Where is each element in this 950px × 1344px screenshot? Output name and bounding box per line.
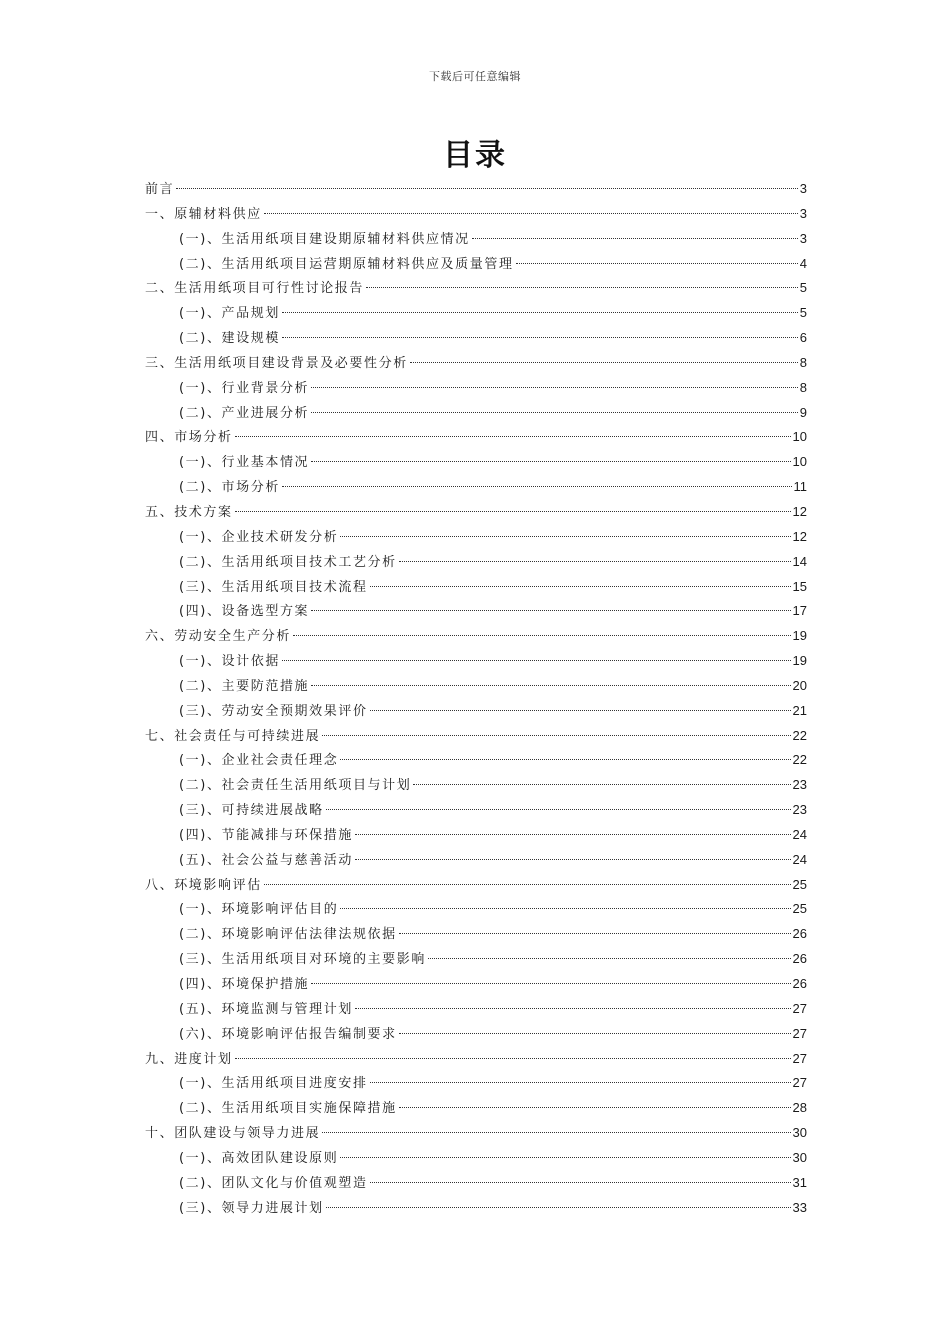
toc-entry[interactable] bbox=[145, 1022, 807, 1047]
toc-entry-page-number: 26 bbox=[792, 951, 807, 967]
toc-entry-page-number: 23 bbox=[792, 802, 807, 818]
toc-entry-label: (二)、产业进展分析 bbox=[179, 405, 310, 421]
toc-entry[interactable] bbox=[145, 252, 807, 277]
toc-entry[interactable] bbox=[145, 748, 807, 773]
toc-entry-label: (三)、生活用纸项目对环境的主要影响 bbox=[179, 952, 426, 968]
toc-entry-label: (一)、环境影响评估目的 bbox=[179, 902, 339, 918]
toc-entry-label: 一、原辅材料供应 bbox=[145, 206, 262, 222]
toc-entry-page-number: 8 bbox=[799, 379, 807, 395]
page-header-note: 下载后可任意编辑 bbox=[429, 70, 521, 83]
toc-entry-page-number: 33 bbox=[792, 1199, 807, 1215]
toc-entry-page-number: 6 bbox=[799, 330, 807, 346]
toc-dot-leader bbox=[366, 287, 798, 288]
toc-entry-page-number: 22 bbox=[792, 752, 807, 768]
toc-entry-page-number: 21 bbox=[792, 702, 807, 718]
toc-dot-leader bbox=[472, 238, 798, 239]
toc-entry-label: 十、团队建设与领导力进展 bbox=[145, 1126, 321, 1142]
toc-dot-leader bbox=[176, 188, 798, 189]
toc-entry-label: (一)、产品规划 bbox=[179, 306, 280, 322]
toc-entry-label: (六)、环境影响评估报告编制要求 bbox=[179, 1026, 397, 1042]
toc-entry-page-number: 19 bbox=[792, 653, 807, 669]
toc-entry-page-number: 26 bbox=[792, 926, 807, 942]
toc-entry[interactable] bbox=[145, 1196, 807, 1221]
toc-entry-page-number: 12 bbox=[792, 528, 807, 544]
toc-dot-leader bbox=[340, 759, 790, 760]
toc-entry-page-number: 5 bbox=[799, 305, 807, 321]
toc-entry[interactable] bbox=[145, 773, 807, 798]
toc-entry-label: (一)、生活用纸项目进度安排 bbox=[179, 1076, 368, 1092]
toc-entry[interactable] bbox=[145, 922, 807, 947]
toc-entry-label: (二)、市场分析 bbox=[179, 480, 280, 496]
toc-entry[interactable] bbox=[145, 376, 807, 401]
toc-entry[interactable] bbox=[145, 425, 807, 450]
toc-entry[interactable] bbox=[145, 699, 807, 724]
toc-entry-label: (三)、领导力进展计划 bbox=[179, 1200, 324, 1216]
toc-entry-label: (一)、行业基本情况 bbox=[179, 455, 310, 471]
toc-entry-page-number: 27 bbox=[792, 1075, 807, 1091]
toc-dot-leader bbox=[282, 660, 791, 661]
toc-entry-page-number: 10 bbox=[792, 454, 807, 470]
toc-entry-label: (三)、劳动安全预期效果评价 bbox=[179, 703, 368, 719]
toc-dot-leader bbox=[311, 461, 790, 462]
toc-entry-label: (二)、生活用纸项目技术工艺分析 bbox=[179, 554, 397, 570]
toc-entry[interactable] bbox=[145, 276, 807, 301]
toc-entry[interactable] bbox=[145, 897, 807, 922]
toc-entry-page-number: 25 bbox=[792, 876, 807, 892]
toc-entry-label: (一)、生活用纸项目建设期原辅材料供应情况 bbox=[179, 231, 470, 247]
toc-dot-leader bbox=[326, 809, 791, 810]
toc-entry-label: (二)、生活用纸项目实施保障措施 bbox=[179, 1101, 397, 1117]
toc-entry-page-number: 30 bbox=[792, 1125, 807, 1141]
toc-entry[interactable] bbox=[145, 1171, 807, 1196]
toc-dot-leader bbox=[370, 586, 791, 587]
toc-entry-label: (二)、建设规模 bbox=[179, 331, 280, 347]
toc-entry[interactable] bbox=[145, 947, 807, 972]
toc-entry[interactable] bbox=[145, 1071, 807, 1096]
toc-dot-leader bbox=[355, 859, 791, 860]
toc-dot-leader bbox=[311, 387, 798, 388]
toc-entry-label: 七、社会责任与可持续进展 bbox=[145, 728, 321, 744]
toc-entry-page-number: 30 bbox=[792, 1149, 807, 1165]
toc-entry-page-number: 9 bbox=[799, 404, 807, 420]
toc-entry-label: (一)、行业背景分析 bbox=[179, 380, 310, 396]
toc-dot-leader bbox=[355, 834, 791, 835]
toc-entry-label: 四、市场分析 bbox=[145, 430, 233, 446]
toc-entry[interactable] bbox=[145, 500, 807, 525]
toc-entry[interactable] bbox=[145, 1096, 807, 1121]
toc-dot-leader bbox=[340, 536, 790, 537]
toc-entry-label: (二)、社会责任生活用纸项目与计划 bbox=[179, 778, 412, 794]
toc-entry[interactable] bbox=[145, 624, 807, 649]
toc-entry-label: (一)、高效团队建设原则 bbox=[179, 1150, 339, 1166]
toc-dot-leader bbox=[428, 958, 791, 959]
toc-entry-page-number: 11 bbox=[793, 479, 807, 495]
toc-dot-leader bbox=[370, 1082, 791, 1083]
toc-entry[interactable] bbox=[145, 1047, 807, 1072]
toc-entry[interactable] bbox=[145, 649, 807, 674]
toc-entry[interactable] bbox=[145, 177, 807, 202]
toc-dot-leader bbox=[282, 337, 798, 338]
toc-entry[interactable] bbox=[145, 227, 807, 252]
toc-entry-label: (五)、社会公益与慈善活动 bbox=[179, 852, 353, 868]
toc-title: 目录 bbox=[443, 138, 507, 173]
toc-dot-leader bbox=[311, 412, 798, 413]
toc-dot-leader bbox=[235, 1058, 791, 1059]
toc-entry-page-number: 15 bbox=[792, 578, 807, 594]
toc-dot-leader bbox=[399, 1033, 791, 1034]
toc-dot-leader bbox=[311, 983, 790, 984]
toc-entry-page-number: 27 bbox=[792, 1025, 807, 1041]
toc-entry-page-number: 24 bbox=[792, 851, 807, 867]
toc-dot-leader bbox=[282, 312, 798, 313]
toc-entry[interactable] bbox=[145, 351, 807, 376]
toc-entry-page-number: 10 bbox=[792, 429, 807, 445]
toc-dot-leader bbox=[326, 1207, 791, 1208]
toc-entry-page-number: 24 bbox=[792, 826, 807, 842]
toc-entry-label: (二)、团队文化与价值观塑造 bbox=[179, 1175, 368, 1191]
toc-dot-leader bbox=[264, 213, 798, 214]
toc-entry[interactable] bbox=[145, 674, 807, 699]
toc-entry[interactable] bbox=[145, 550, 807, 575]
toc-entry-page-number: 8 bbox=[799, 354, 807, 370]
toc-entry-page-number: 19 bbox=[792, 628, 807, 644]
toc-dot-leader bbox=[399, 1107, 791, 1108]
toc-entry-page-number: 31 bbox=[792, 1174, 807, 1190]
toc-entry-page-number: 28 bbox=[792, 1100, 807, 1116]
toc-dot-leader bbox=[235, 436, 791, 437]
toc-entry[interactable] bbox=[145, 326, 807, 351]
toc-dot-leader bbox=[399, 933, 791, 934]
toc-dot-leader bbox=[311, 610, 790, 611]
toc-entry-label: (四)、节能减排与环保措施 bbox=[179, 827, 353, 843]
toc-entry[interactable] bbox=[145, 972, 807, 997]
toc-entry-page-number: 5 bbox=[799, 280, 807, 296]
toc-entry[interactable] bbox=[145, 798, 807, 823]
toc-entry-label: 前言 bbox=[145, 182, 175, 197]
toc-entry-label: (四)、环境保护措施 bbox=[179, 977, 310, 992]
toc-entry-label: (二)、主要防范措施 bbox=[179, 678, 310, 694]
toc-entry[interactable] bbox=[145, 525, 807, 550]
table-of-contents bbox=[145, 177, 807, 1220]
toc-dot-leader bbox=[293, 635, 791, 636]
toc-entry-label: (五)、环境监测与管理计划 bbox=[179, 1001, 353, 1017]
toc-entry[interactable] bbox=[145, 724, 807, 749]
toc-entry-label: (二)、生活用纸项目运营期原辅材料供应及质量管理 bbox=[179, 256, 514, 272]
toc-dot-leader bbox=[410, 362, 798, 363]
toc-entry-page-number: 3 bbox=[799, 205, 807, 221]
toc-dot-leader bbox=[516, 263, 798, 264]
toc-entry-label: 六、劳动安全生产分析 bbox=[145, 629, 292, 645]
toc-dot-leader bbox=[235, 511, 791, 512]
toc-dot-leader bbox=[340, 908, 790, 909]
toc-dot-leader bbox=[399, 561, 791, 562]
toc-entry-label: 二、生活用纸项目可行性讨论报告 bbox=[145, 281, 365, 297]
toc-entry-label: (二)、环境影响评估法律法规依据 bbox=[179, 927, 397, 943]
toc-dot-leader bbox=[413, 784, 790, 785]
toc-entry-label: (一)、企业技术研发分析 bbox=[179, 529, 339, 545]
toc-entry[interactable] bbox=[145, 1146, 807, 1171]
toc-entry-label: 五、技术方案 bbox=[145, 504, 233, 520]
toc-dot-leader bbox=[322, 735, 790, 736]
toc-entry-page-number: 22 bbox=[792, 727, 807, 743]
toc-entry-label: (三)、生活用纸项目技术流程 bbox=[179, 579, 368, 595]
toc-entry-page-number: 17 bbox=[792, 603, 807, 619]
toc-entry[interactable] bbox=[145, 848, 807, 873]
toc-entry-label: (一)、企业社会责任理念 bbox=[179, 753, 339, 769]
toc-entry[interactable] bbox=[145, 997, 807, 1022]
toc-entry[interactable] bbox=[145, 450, 807, 475]
toc-dot-leader bbox=[282, 486, 792, 487]
toc-dot-leader bbox=[340, 1157, 790, 1158]
toc-dot-leader bbox=[370, 1182, 791, 1183]
toc-entry[interactable] bbox=[145, 401, 807, 426]
toc-entry[interactable] bbox=[145, 823, 807, 848]
toc-entry-label: (三)、可持续进展战略 bbox=[179, 803, 324, 819]
toc-entry-label: 九、进度计划 bbox=[145, 1051, 233, 1067]
toc-entry[interactable] bbox=[145, 873, 807, 898]
toc-entry-page-number: 3 bbox=[799, 181, 807, 196]
toc-entry-label: 三、生活用纸项目建设背景及必要性分析 bbox=[145, 355, 408, 371]
toc-entry-page-number: 4 bbox=[799, 255, 807, 271]
toc-entry-page-number: 27 bbox=[792, 1050, 807, 1066]
toc-entry[interactable] bbox=[145, 575, 807, 600]
toc-entry-label: (四)、设备选型方案 bbox=[179, 604, 310, 620]
toc-dot-leader bbox=[322, 1132, 790, 1133]
toc-entry-page-number: 23 bbox=[792, 777, 807, 793]
toc-entry-page-number: 26 bbox=[792, 976, 807, 991]
toc-entry-label: 八、环境影响评估 bbox=[145, 877, 262, 893]
toc-entry[interactable] bbox=[145, 1121, 807, 1146]
toc-entry-page-number: 3 bbox=[799, 230, 807, 246]
toc-entry-page-number: 27 bbox=[792, 1000, 807, 1016]
toc-entry[interactable] bbox=[145, 301, 807, 326]
toc-dot-leader bbox=[311, 685, 790, 686]
toc-entry-page-number: 20 bbox=[792, 677, 807, 693]
toc-entry-page-number: 12 bbox=[792, 503, 807, 519]
toc-dot-leader bbox=[355, 1008, 791, 1009]
toc-dot-leader bbox=[370, 710, 791, 711]
toc-entry[interactable] bbox=[145, 202, 807, 227]
toc-entry[interactable] bbox=[145, 475, 807, 500]
toc-entry-page-number: 25 bbox=[792, 901, 807, 917]
toc-entry-label: (一)、设计依据 bbox=[179, 654, 280, 670]
toc-dot-leader bbox=[264, 884, 791, 885]
toc-entry-page-number: 14 bbox=[792, 553, 807, 569]
toc-entry[interactable] bbox=[145, 599, 807, 624]
